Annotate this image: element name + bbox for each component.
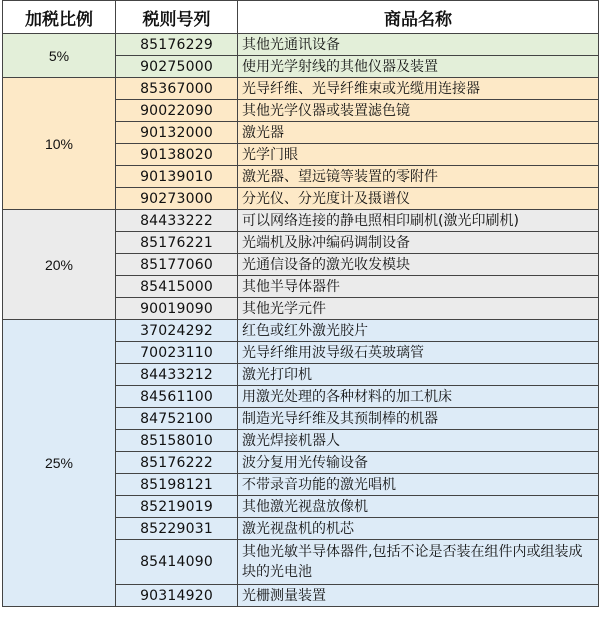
name-cell: 激光器 <box>238 122 599 144</box>
name-cell: 其他激光视盘放像机 <box>238 496 599 518</box>
name-cell: 激光视盘机的机芯 <box>238 518 599 540</box>
code-cell: 85158010 <box>116 430 238 452</box>
rate-cell-25: 25% <box>3 320 116 607</box>
code-cell: 85229031 <box>116 518 238 540</box>
code-cell: 85176229 <box>116 34 238 56</box>
code-cell: 85176221 <box>116 232 238 254</box>
code-cell: 85177060 <box>116 254 238 276</box>
header-name: 商品名称 <box>238 1 599 34</box>
code-cell: 90022090 <box>116 100 238 122</box>
code-cell: 84561100 <box>116 386 238 408</box>
header-code: 税则号列 <box>116 1 238 34</box>
code-cell: 85367000 <box>116 78 238 100</box>
rate-cell-5: 5% <box>3 34 116 78</box>
code-cell: 90273000 <box>116 188 238 210</box>
tariff-table <box>2 0 599 607</box>
name-cell: 其他半导体器件 <box>238 276 599 298</box>
code-cell: 90275000 <box>116 56 238 78</box>
code-cell: 90139010 <box>116 166 238 188</box>
code-cell: 85219019 <box>116 496 238 518</box>
name-cell: 用激光处理的各种材料的加工机床 <box>238 386 599 408</box>
name-cell: 其他光学元件 <box>238 298 599 320</box>
header-rate: 加税比例 <box>3 1 116 34</box>
code-cell: 70023110 <box>116 342 238 364</box>
code-cell: 90019090 <box>116 298 238 320</box>
code-cell: 85198121 <box>116 474 238 496</box>
table-row <box>3 320 599 342</box>
code-cell: 84433212 <box>116 364 238 386</box>
name-cell: 激光打印机 <box>238 364 599 386</box>
table-body <box>3 34 599 607</box>
name-cell: 光学门眼 <box>238 144 599 166</box>
name-cell: 可以网络连接的静电照相印刷机(激光印刷机) <box>238 210 599 232</box>
table-row <box>3 78 599 100</box>
name-cell: 光通信设备的激光收发模块 <box>238 254 599 276</box>
name-cell: 其他光敏半导体器件,包括不论是否装在组件内或组装成块的光电池 <box>238 540 599 585</box>
header-row <box>3 1 599 34</box>
name-cell: 激光器、望远镜等装置的零附件 <box>238 166 599 188</box>
name-cell: 其他光学仪器或装置滤色镜 <box>238 100 599 122</box>
name-cell: 光导纤维用波导级石英玻璃管 <box>238 342 599 364</box>
rate-cell-10: 10% <box>3 78 116 210</box>
code-cell: 90138020 <box>116 144 238 166</box>
name-cell: 光导纤维、光导纤维束或光缆用连接器 <box>238 78 599 100</box>
name-cell: 不带录音功能的激光唱机 <box>238 474 599 496</box>
name-cell: 使用光学射线的其他仪器及装置 <box>238 56 599 78</box>
code-cell: 90314920 <box>116 585 238 607</box>
rate-cell-20: 20% <box>3 210 116 320</box>
name-cell: 分光仪、分光度计及摄谱仪 <box>238 188 599 210</box>
name-cell: 光栅测量装置 <box>238 585 599 607</box>
code-cell: 90132000 <box>116 122 238 144</box>
name-cell: 制造光导纤维及其预制棒的机器 <box>238 408 599 430</box>
code-cell: 84433222 <box>116 210 238 232</box>
table-row <box>3 34 599 56</box>
name-cell: 波分复用光传输设备 <box>238 452 599 474</box>
code-cell: 85414090 <box>116 540 238 585</box>
code-cell: 85176222 <box>116 452 238 474</box>
table-row <box>3 210 599 232</box>
code-cell: 84752100 <box>116 408 238 430</box>
name-cell: 光端机及脉冲编码调制设备 <box>238 232 599 254</box>
name-cell: 红色或红外激光胶片 <box>238 320 599 342</box>
name-cell: 其他光通讯设备 <box>238 34 599 56</box>
code-cell: 85415000 <box>116 276 238 298</box>
table-header <box>3 1 599 34</box>
name-cell: 激光焊接机器人 <box>238 430 599 452</box>
code-cell: 37024292 <box>116 320 238 342</box>
